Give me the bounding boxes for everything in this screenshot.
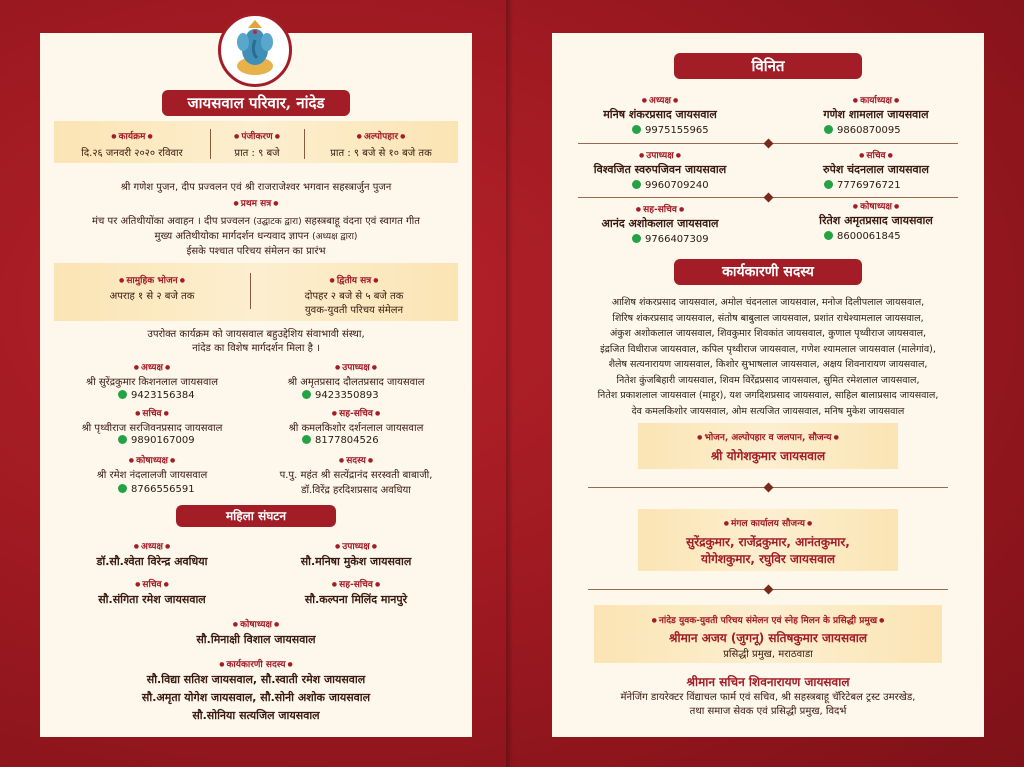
officer-name: श्री कमलकिशोर दर्शनलाल जायसवाल [288, 423, 424, 434]
committee-label: ● उपाध्यक्ष ● [562, 148, 758, 161]
sponsor-label: ● भोजन, अल्पोपहार व जलपान, सौजन्य ● [638, 430, 898, 443]
right-page [552, 33, 984, 737]
committee-name: रुपेश चंदनलाल जायसवाल [823, 163, 929, 176]
ganesha-icon [221, 16, 289, 84]
officer-name: श्री रमेश नंदलालजी जायसवाल [96, 470, 208, 481]
committee-name: रितेश अमृतप्रसाद जायसवाल [819, 214, 933, 227]
mahila-name: सौ.कल्पना मिलिंद मानपुरे [304, 593, 408, 606]
sponsor-names: योगेशकुमार, रघुविर जायसवाल [701, 552, 835, 566]
exec-member-line: आशिष शंकरप्रसाद जायसवाल, अमोल चंदनलाल जायसवाल, मनोज दिलीपलाल जायसवाल, [611, 297, 925, 308]
committee-phone: 9766407309 [632, 234, 709, 245]
exec-member-line: इंद्रजित विधीराज जायसवाल, कपिल पृथ्वीराज जायसवाल, गणेश श्यामलाल जायसवाल (मालेगांव), [600, 343, 936, 355]
publicity-label: ● नांदेड युवक-युवती परिचय संमेलन एवं स्नेह मिलन के प्रसिद्धी प्रमुख ● [594, 613, 942, 626]
officer-name: प.पु. महंत श्री सत्येंद्रानंद सरस्वती बाबाजी, [279, 470, 433, 481]
first-session-line-1 [40, 213, 472, 227]
second-session-time: दोपहर २ बजे से ५ बजे तक [304, 291, 404, 302]
exec-member-line: शैलेष सत्यनारायण जायसवाल, किशोर सुभाषलाल जायसवाल, अक्षय शिवनारायण जायसवाल, [608, 359, 928, 370]
committee-label: ● सचिव ● [778, 148, 974, 161]
exec-member-line: शिरिष शंकरप्रसाद जायसवाल, संतोष बाबुलाल जायसवाल, प्रशांत राधेश्यामलाल जायसवाल, [612, 312, 924, 324]
committee-label: ● सह-सचिव ● [562, 202, 758, 215]
officer-label: ● अध्यक्ष ● [54, 360, 250, 373]
exec-member-line: नितेश कुंजबिहारी जायसवाल, शिवम विरेंद्रप्रसाद जायसवाल, सुमित रमेशलाल जायसवाल, [616, 374, 920, 386]
officer-phone: 9423156384 [118, 390, 195, 401]
second-session-label: ● द्वितीय सत्र ● [250, 273, 458, 286]
mahila-label: ● उपाध्यक्ष ● [254, 539, 458, 552]
first-session-text: मंच पर अतिथीयोंका अवाहन । दीप प्रज्वलन [92, 216, 251, 227]
mahila-label: ● सचिव ● [54, 577, 250, 590]
second-session-event: युवक-युवती परिचय संमेलन [304, 305, 404, 316]
publicity-role: प्रसिद्धी प्रमुख, मराठवाडा [723, 649, 813, 660]
mahila-label: ● अध्यक्ष ● [54, 539, 250, 552]
mahila-member-line: सौ.सोनिया सत्यजिल जायसवाल [192, 709, 320, 722]
final-name: श्रीमान सचिन शिवनारायण जायसवाल [686, 675, 850, 689]
ganesha-logo [218, 13, 292, 87]
officer-label: ● सचिव ● [54, 406, 250, 419]
guidance-line-2: नांदेड का विशेष मार्गदर्शन मिला है । [192, 343, 320, 354]
officer-phone: 9423350893 [302, 390, 379, 401]
exec-member-line: नितेश प्रकाशलाल जायसवाल (माहूर), यश जगदिशप्रसाद जायसवाल, साहिल बालाप्रसाद जायसवाल, [597, 390, 939, 401]
committee-phone: 8600061845 [824, 231, 901, 242]
committee-label: ● अध्यक्ष ● [562, 93, 758, 106]
officer-label: ● सह-सचिव ● [254, 406, 458, 419]
whatsapp-icon [632, 180, 641, 189]
whatsapp-icon [824, 231, 833, 240]
whatsapp-icon [824, 125, 833, 134]
officer-label: ● सदस्य ● [254, 453, 458, 466]
mahila-member-line: सौ.विद्या सतिश जायसवाल, सौ.स्वाती रमेश जायसवाल [146, 673, 366, 686]
officer-label: ● उपाध्यक्ष ● [254, 360, 458, 373]
registration-label: ● पंजीकरण ● [210, 129, 304, 142]
whatsapp-icon [118, 435, 127, 444]
lunch-time: अपराह १ से २ बजे तक [109, 291, 195, 302]
exec-member-line: देव कमलकिशोर जायसवाल, ओम सत्यजित जायसवाल, मनिष मुकेश जायसवाल [631, 405, 905, 417]
whatsapp-icon [824, 180, 833, 189]
officer-phone: 8177804526 [302, 435, 379, 446]
final-role-line-2: तथा समाज सेवक एवं प्रसिद्धी प्रमुख, विदर्भ [689, 706, 847, 717]
mahila-name: डॉ.सौ.श्वेता विरेन्द्र अवधिया [96, 555, 208, 568]
divider-line [588, 589, 948, 590]
officer-name-2: डॉ.विरेंद्र हरदिशप्रसाद अवधिया [301, 485, 411, 496]
first-session-note: (उद्घाटक द्वारा) [253, 217, 302, 227]
exec-member-line: अंकुश अशोकलाल जायसवाल, शिवकुमार शिवकांत जायसवाल, कुणाल पृथ्वीराज जायसवाल, [609, 328, 927, 339]
officer-name: श्री अमृतप्रसाद दौलतप्रसाद जायसवाल [287, 377, 425, 388]
first-session-line-2 [40, 228, 472, 242]
mahila-label: ● सह-सचिव ● [254, 577, 458, 590]
exec-members-list [556, 295, 980, 419]
page-fold [506, 0, 518, 767]
family-title: जायसवाल परिवार, नांदेड [162, 90, 350, 116]
committee-label: ● कार्याध्यक्ष ● [778, 93, 974, 106]
mahila-name: सौ.मनिषा मुकेश जायसवाल [300, 555, 412, 568]
divider-line [578, 197, 958, 198]
program-date: दि.२६ जनवरी २०२० रविवार [81, 148, 183, 159]
mahila-title: महिला संघटन [176, 505, 336, 527]
first-session-tail: सहस्त्रबाहू वंदना एवं स्वागत गीत [304, 216, 420, 227]
whatsapp-icon [302, 435, 311, 444]
guidance-line-1: उपरोक्त कार्यक्रम को जायसवाल बहुउद्देशिय संवाभावी संस्था, [147, 329, 365, 340]
sponsor-name: श्री योगेशकुमार जायसवाल [710, 449, 826, 463]
committee-label: ● कोषाध्यक्ष ● [778, 199, 974, 212]
whatsapp-icon [632, 125, 641, 134]
officer-label: ● कोषाध्यक्ष ● [54, 453, 250, 466]
officer-name: श्री पृथ्वीराज सरजिवनप्रसाद जायसवाल [81, 423, 223, 434]
sponsor-names: सुरेंद्रकुमार, राजेंद्रकुमार, आनंतकुमार, [686, 535, 850, 549]
committee-phone: 9960709240 [632, 180, 709, 191]
committee-phone: 9975155965 [632, 125, 709, 136]
officer-phone: 9890167009 [118, 435, 195, 446]
first-session-note: (अध्यक्ष द्वारा) [312, 232, 358, 242]
breakfast-time: प्रात : ९ बजे से १० बजे तक [330, 148, 432, 159]
mahila-name: सौ.मिनाक्षी विशाल जायसवाल [196, 633, 316, 646]
vinit-title: विनित [674, 53, 862, 79]
breakfast-label: ● अल्पोपहार ● [304, 129, 458, 142]
committee-name: गणेश शामलाल जायसवाल [823, 108, 929, 121]
whatsapp-icon [118, 390, 127, 399]
first-session-label: ● प्रथम सत्र ● [40, 196, 472, 209]
registration-time: प्रात : ९ बजे [234, 148, 280, 159]
mahila-members-label: ● कार्यकारणी सदस्य ● [40, 657, 472, 670]
divider-line [588, 487, 948, 488]
officer-phone: 8766556591 [118, 484, 195, 495]
left-page [40, 33, 472, 737]
mahila-member-line: सौ.अमृता योगेश जायसवाल, सौ.सोनी अशोक जायसवाल [141, 691, 371, 704]
committee-phone: 7776976721 [824, 180, 901, 191]
committee-name: आनंद अशोकलाल जायसवाल [601, 217, 719, 230]
mahila-name: सौ.संगिता रमेश जायसवाल [98, 593, 206, 606]
divider-line [578, 143, 958, 144]
exec-title: कार्यकारणी सदस्य [674, 259, 862, 285]
whatsapp-icon [632, 234, 641, 243]
committee-name: विश्वजित स्वरुपजिवन जायसवाल [593, 163, 727, 176]
first-session-line-3: ईसके पश्चात परिचय संमेलन का प्रारंभ [186, 246, 326, 257]
program-label: ● कार्यक्रम ● [54, 129, 210, 142]
officer-name: श्री सुरेंद्रकुमार किशनलाल जायसवाल [86, 377, 218, 388]
whatsapp-icon [302, 390, 311, 399]
final-role-line-1: मॅनेजिंग डायरेक्टर विंद्याचल फार्म एवं सचिव, श्री सहस्त्रबाहू चॅरिटेबल ट्रस्ट उमरखेड, [620, 692, 916, 703]
committee-name: मनिष शंकरप्रसाद जायसवाल [603, 108, 717, 121]
whatsapp-icon [118, 484, 127, 493]
mahila-label: ● कोषाध्यक्ष ● [40, 617, 472, 630]
first-session-text: मुख्य अतिथीयोका मार्गदर्शन धन्यवाद ज्ञापन [154, 231, 309, 242]
puja-text: श्री गणेश पुजन, दीप प्रज्वलन एवं श्री राजराजेश्वर भगवान सहस्त्रार्जुन पुजन [120, 182, 392, 193]
committee-phone: 9860870095 [824, 125, 901, 136]
sponsor-label: ● मंगल कार्यालय सौजन्य ● [638, 516, 898, 529]
lunch-label: ● सामुहिक भोजन ● [54, 273, 250, 286]
publicity-name: श्रीमान अजय (जुगनू) सतिषकुमार जायसवाल [669, 631, 867, 645]
